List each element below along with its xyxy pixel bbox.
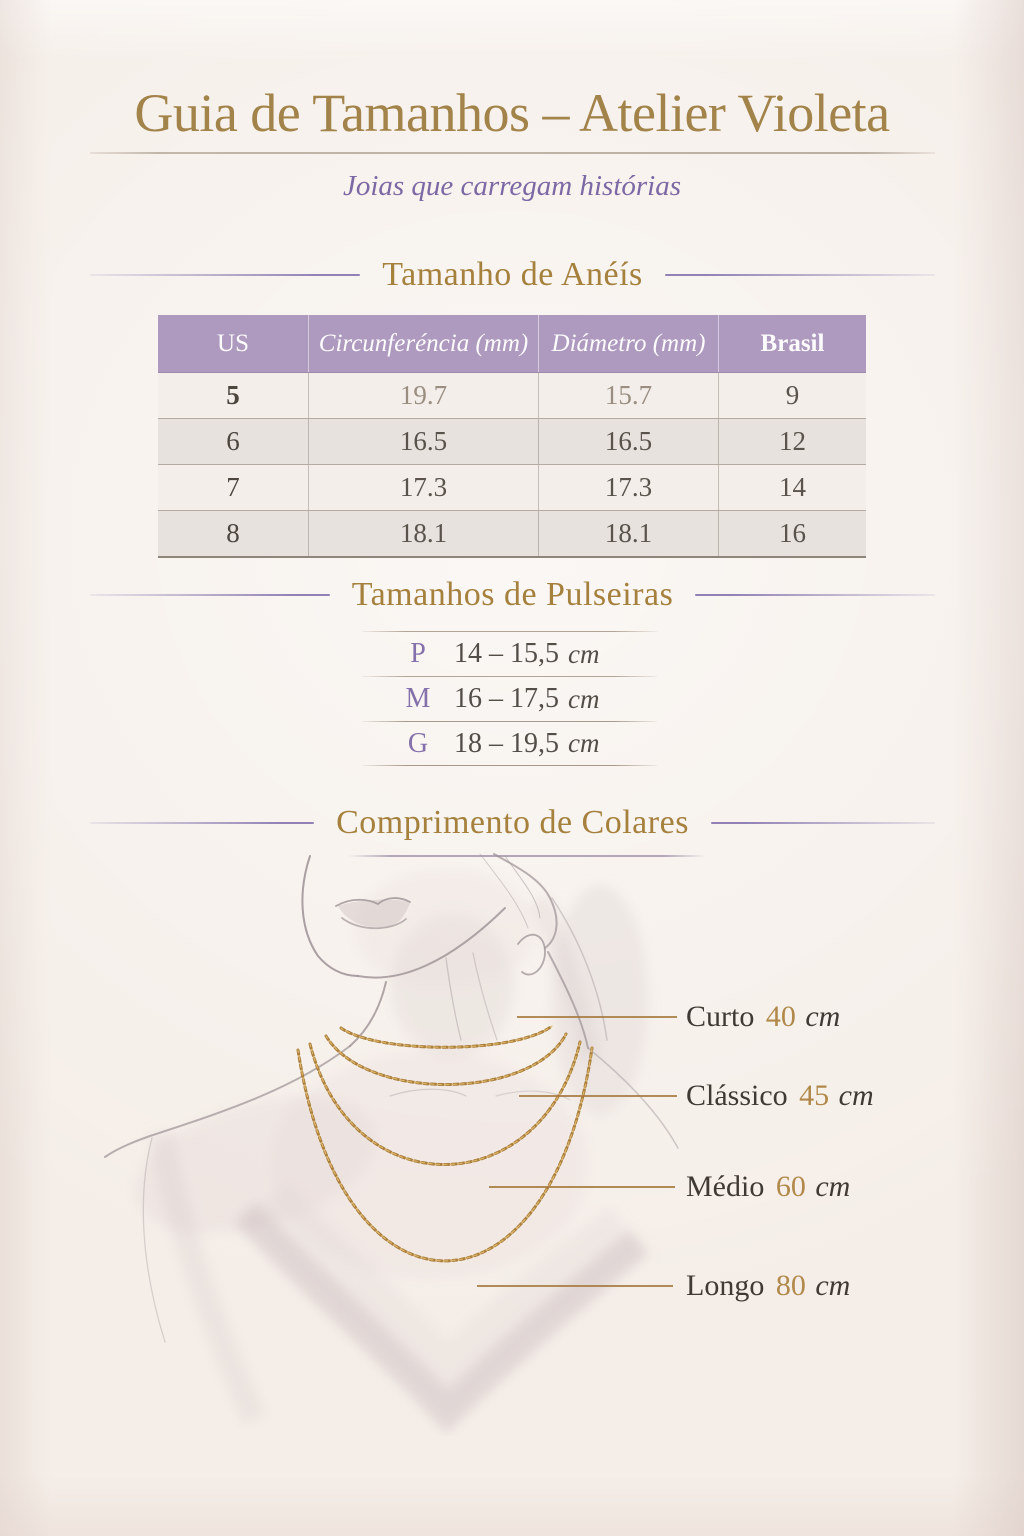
- heading-line-left: [90, 594, 330, 596]
- necklace-length-value: 40: [765, 1000, 796, 1033]
- table-row: [158, 418, 866, 464]
- bracelet-size-row-m: [362, 676, 657, 721]
- necklace-length-unit: cm: [815, 1170, 851, 1203]
- column-header-circumference: Circunferéncia (mm): [308, 315, 538, 372]
- cell-diameter: 16.5: [538, 419, 718, 464]
- table-row: [158, 464, 866, 510]
- necklaces-heading: Comprimento de Colares: [336, 804, 689, 841]
- necklace-length-name: Clássico: [686, 1079, 788, 1112]
- bracelets-heading: Tamanhos de Pulseiras: [351, 576, 674, 613]
- table-row: [158, 373, 866, 418]
- bracelet-size-range: 16 – 17,5: [454, 683, 559, 714]
- bracelet-sizes-list: [362, 631, 657, 766]
- section-heading-necklaces: [90, 804, 935, 842]
- necklace-length-unit: cm: [838, 1079, 874, 1112]
- necklace-length-illustration: [0, 853, 1024, 1436]
- necklace-length-label-curto: [686, 1001, 840, 1033]
- bracelet-size-row-g: [362, 721, 657, 766]
- table-row: [158, 510, 866, 556]
- necklace-length-name: Longo: [686, 1269, 765, 1302]
- cell-circumference: 19.7: [308, 373, 538, 418]
- heading-line-right: [695, 594, 935, 596]
- cell-diameter: 18.1: [538, 511, 718, 556]
- cell-brazil: 12: [718, 419, 866, 464]
- bracelet-size-letter: G: [407, 727, 429, 759]
- necklace-length-value: 45: [799, 1079, 830, 1112]
- column-header-diameter: Diámetro (mm): [538, 315, 718, 372]
- necklace-length-name: Médio: [686, 1170, 765, 1203]
- necklace-length-value: 60: [775, 1170, 806, 1203]
- cell-diameter: 17.3: [538, 465, 718, 510]
- cell-brazil: 9: [718, 373, 866, 418]
- column-header-brazil: Brasil: [718, 315, 866, 372]
- bracelet-size-row-p: [362, 631, 657, 676]
- title-divider: [90, 152, 935, 154]
- heading-line-left: [90, 822, 314, 824]
- cell-circumference: 17.3: [308, 465, 538, 510]
- cell-circumference: 18.1: [308, 511, 538, 556]
- section-heading-bracelets: [90, 576, 935, 614]
- necklace-length-unit: cm: [805, 1000, 841, 1033]
- cell-circumference: 16.5: [308, 419, 538, 464]
- necklace-length-name: Curto: [686, 1000, 755, 1033]
- bracelet-size-range: 14 – 15,5: [454, 638, 559, 669]
- ring-table-header-row: [158, 315, 866, 373]
- heading-line-left: [90, 274, 360, 276]
- necklace-length-label-medio: [686, 1171, 850, 1203]
- rings-heading: Tamanho de Anéís: [382, 256, 643, 293]
- ring-size-table: [158, 315, 866, 558]
- necklace-length-unit: cm: [815, 1269, 851, 1302]
- cell-diameter: 15.7: [538, 373, 718, 418]
- necklace-length-label-classico: [686, 1080, 874, 1112]
- cell-us: 6: [226, 426, 240, 456]
- necklace-length-value: 80: [775, 1269, 806, 1302]
- bracelet-size-unit: cm: [568, 683, 600, 714]
- bracelet-size-letter: M: [405, 683, 431, 714]
- cell-us: 7: [226, 472, 240, 502]
- page-subtitle: Joias que carregam histórias: [342, 170, 682, 202]
- cell-brazil: 16: [718, 511, 866, 556]
- bracelet-size-unit: cm: [568, 638, 600, 669]
- bracelet-size-letter: P: [410, 638, 426, 669]
- page-title: Guia de Tamanhos – Atelier Violeta: [134, 83, 890, 143]
- section-heading-rings: [90, 256, 935, 294]
- bracelet-size-unit: cm: [568, 728, 600, 758]
- heading-line-right: [711, 822, 935, 824]
- column-header-us: US: [217, 329, 249, 357]
- bracelet-size-range: 18 – 19,5: [454, 727, 559, 759]
- heading-line-right: [665, 274, 935, 276]
- cell-us: 5: [226, 380, 240, 410]
- cell-brazil: 14: [718, 465, 866, 510]
- necklace-length-label-longo: [686, 1270, 850, 1302]
- cell-us: 8: [226, 518, 240, 548]
